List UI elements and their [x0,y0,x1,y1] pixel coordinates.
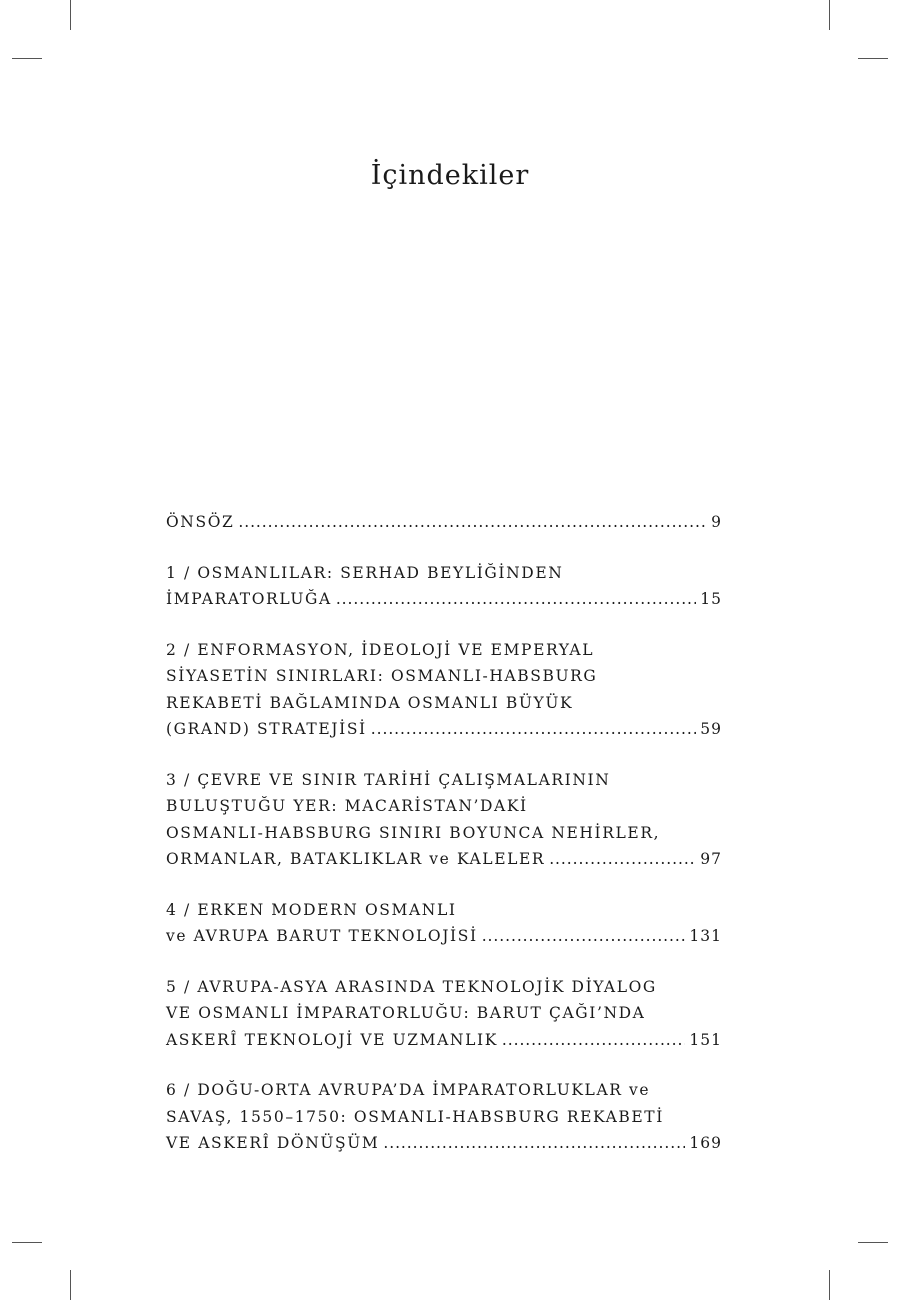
dot-leader [502,1027,686,1054]
toc-entry-title-line: 3 / ÇEVRE VE SINIR TARİHİ ÇALIŞMALARININ [166,770,611,789]
toc-entry[interactable] [166,637,722,743]
crop-mark [12,58,42,59]
crop-mark [829,0,830,30]
dot-leader [238,509,707,536]
toc-entry-title-line: 6 / DOĞU-ORTA AVRUPA’DA İMPARATORLUKLAR ve [166,1081,651,1099]
page-title: İçindekiler [370,160,530,191]
toc-entry-last-line [166,586,722,613]
toc-entry-title-line: ve AVRUPA BARUT TEKNOLOJİSİ [166,927,478,945]
crop-mark [70,0,71,30]
toc-entry-title-line: 5 / AVRUPA-ASYA ARASINDA TEKNOLOJİK DİYALOG [166,977,657,996]
toc-entry-last-line [166,846,722,873]
toc-entry-title-line: SAVAŞ, 1550–1750: OSMANLI-HABSBURG REKABETİ [166,1107,664,1126]
dot-leader [549,846,696,873]
toc-entry-title-line: VE ASKERÎ DÖNÜŞÜM [166,1134,380,1152]
toc-entry[interactable] [166,767,722,873]
toc-entry-last-line [166,509,722,536]
toc-page-number: 97 [700,850,722,868]
toc-entry-title-line: REKABETİ BAĞLAMINDA OSMANLI BÜYÜK [166,693,574,712]
toc-page-number: 151 [689,1030,722,1049]
dot-leader [336,586,696,613]
toc-entry[interactable] [166,560,722,613]
toc-entry-title-line: 1 / OSMANLILAR: SERHAD BEYLİĞİNDEN [166,563,564,582]
toc-entry[interactable] [166,1077,722,1157]
dot-leader [371,716,697,743]
table-of-contents [166,509,722,1181]
crop-mark [70,1270,71,1300]
toc-page-number: 15 [700,590,722,608]
toc-entry-last-line [166,923,722,950]
toc-entry-title-line: 2 / ENFORMASYON, İDEOLOJİ VE EMPERYAL [166,640,595,659]
crop-mark [858,1242,888,1243]
toc-entry-title-line: ORMANLAR, BATAKLIKLAR ve KALELER [166,850,546,868]
toc-entry-title-line: VE OSMANLI İMPARATORLUĞU: BARUT ÇAĞI’NDA [166,1004,646,1022]
toc-entry-last-line [166,716,722,743]
dot-leader [383,1130,685,1157]
crop-mark [829,1270,830,1300]
crop-mark [12,1242,42,1243]
toc-entry[interactable] [166,509,722,536]
crop-mark [858,58,888,59]
dot-leader [482,923,686,950]
toc-page-number: 59 [700,720,722,738]
toc-entry-title-line: (GRAND) STRATEJİSİ [166,720,367,738]
toc-entry[interactable] [166,897,722,950]
toc-entry-title-line: ÖNSÖZ [166,513,235,531]
toc-entry-title-line: İMPARATORLUĞA [166,590,332,608]
toc-page-number: 9 [711,513,722,531]
toc-entry-last-line [166,1027,722,1054]
toc-entry-last-line [166,1130,722,1157]
toc-page-number: 169 [689,1134,722,1152]
toc-entry-title-line: ASKERÎ TEKNOLOJİ VE UZMANLIK [166,1030,498,1049]
toc-entry-title-line: BULUŞTUĞU YER: MACARİSTAN’DAKİ [166,797,528,815]
toc-entry-title-line: SİYASETİN SINIRLARI: OSMANLI-HABSBURG [166,667,598,685]
toc-page-number: 131 [689,927,722,945]
toc-entry-title-line: OSMANLI-HABSBURG SINIRI BOYUNCA NEHİRLER, [166,823,661,842]
toc-entry-title-line: 4 / ERKEN MODERN OSMANLI [166,900,457,919]
toc-entry[interactable] [166,974,722,1054]
